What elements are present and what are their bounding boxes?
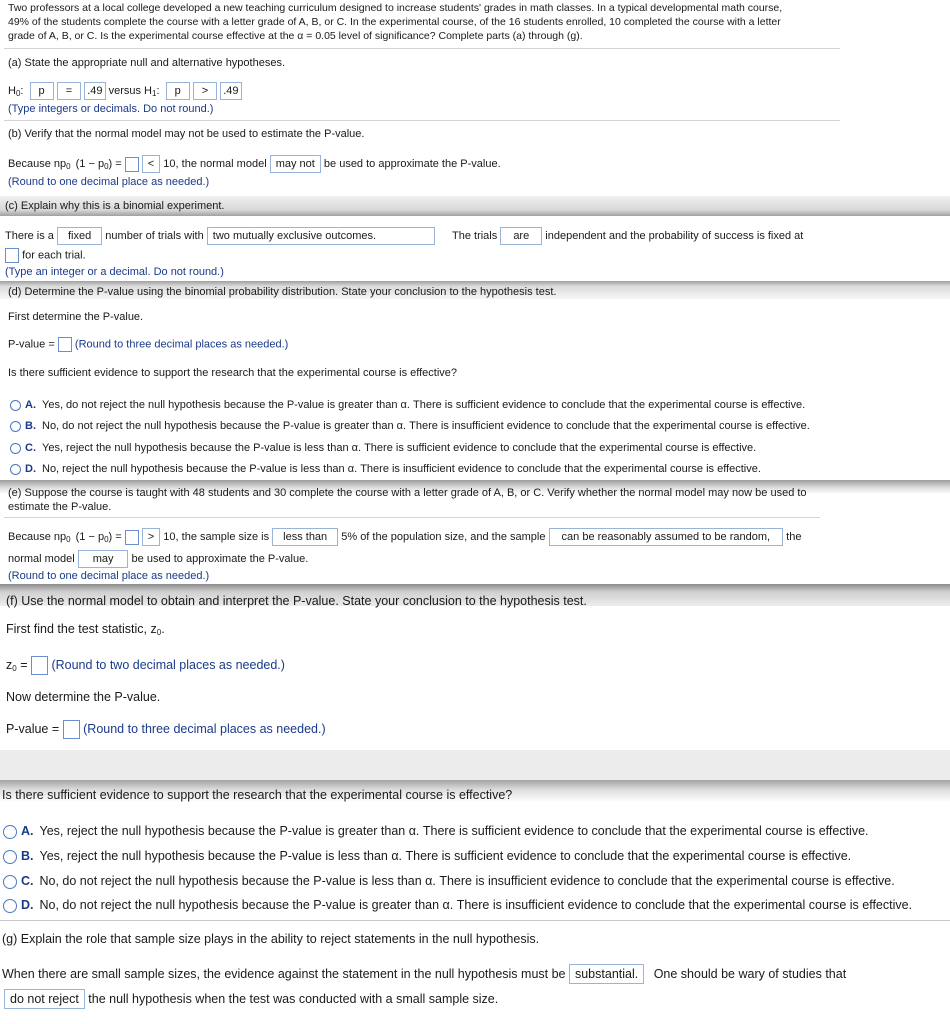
radio-button[interactable] — [3, 899, 17, 913]
option-text: Yes, reject the null hypothesis because the P-value is less than α. There is sufficient evidence to conclude that the experimental course is effective. — [39, 849, 852, 863]
part-d-pvalue-row — [8, 337, 288, 352]
option-text: Yes, reject the null hypothesis because the P-value is less than α. There is sufficient evidence to conclude that the experimental course is effective. — [42, 442, 757, 454]
part-c-row-1b — [452, 227, 803, 245]
z0-input[interactable] — [31, 656, 48, 675]
wary-dropdown[interactable]: do not reject — [4, 989, 85, 1009]
z-label: z — [6, 657, 13, 672]
h1-colon: : — [156, 85, 160, 97]
hypotheses-row — [8, 82, 242, 100]
part-e-text-5: be used to approximate the P-value. — [131, 553, 309, 565]
part-c-text-1: There is a — [5, 230, 54, 242]
part-d-option-c[interactable] — [10, 442, 756, 454]
p0-subscript-2: 0 — [104, 162, 109, 171]
option-text: Yes, do not reject the null hypothesis because the P-value is greater than α. There is sufficient evidence to conclude that the experimental course is effective. — [42, 399, 806, 411]
npq-input[interactable] — [125, 157, 139, 172]
h0-colon: : — [20, 85, 24, 97]
formula-tail: (1 − p — [75, 158, 105, 170]
part-c-text-5: for each trial. — [22, 249, 86, 262]
period: . — [161, 622, 165, 636]
h1-operator-dropdown[interactable]: > — [193, 82, 217, 100]
z0-subscript: 0 — [156, 628, 162, 637]
part-d-title: (d) Determine the P-value using the binomial probability distribution. State your conclusion to the hypothesis test. — [8, 286, 557, 298]
option-letter: B. — [25, 420, 36, 432]
h0-operator-dropdown[interactable]: = — [57, 82, 81, 100]
p0-subscript: 0 — [66, 162, 71, 171]
normal-model-dropdown[interactable]: may — [78, 550, 129, 568]
part-b-hint: (Round to one decimal place as needed.) — [8, 176, 210, 188]
option-letter: D. — [25, 463, 36, 475]
because-np-label: Because np — [8, 158, 67, 170]
formula-end: ) = — [108, 531, 122, 543]
because-np-label: Because np — [8, 531, 67, 543]
part-f-option-c[interactable] — [3, 874, 895, 889]
versus-label: versus H — [108, 85, 152, 97]
independence-dropdown[interactable]: are — [500, 227, 542, 245]
part-e-operator-dropdown[interactable]: > — [142, 528, 160, 546]
part-b-row — [8, 155, 501, 173]
pvalue-input[interactable] — [58, 337, 72, 352]
part-c-text-4: independent and the probability of success is fixed at — [545, 230, 804, 242]
part-e-text-3: the — [786, 531, 802, 543]
part-e-text-2: 5% of the population size, and the sample — [341, 531, 546, 543]
option-text: No, do not reject the null hypothesis because the P-value is less than α. There is insufficient evidence to conclude that the experimental course is effective. — [39, 874, 895, 888]
part-e-title-2: estimate the P-value. — [8, 501, 112, 513]
radio-button[interactable] — [3, 875, 17, 889]
formula-end: ) = — [108, 158, 122, 170]
part-b-text-2: be used to approximate the P-value. — [323, 158, 501, 170]
option-text: No, reject the null hypothesis because the P-value is less than α. There is insufficient evidence to conclude that the experimental course is effective. — [42, 463, 761, 475]
part-g-row-1 — [2, 964, 846, 984]
part-c-row-2 — [5, 248, 86, 263]
part-b-choice-dropdown[interactable]: may not — [270, 155, 321, 173]
part-g-text-2: One should be wary of studies that — [653, 967, 847, 981]
part-c-row-1 — [5, 227, 435, 245]
radio-button[interactable] — [10, 400, 21, 411]
random-sample-dropdown[interactable]: can be reasonably assumed to be random, — [549, 528, 784, 546]
option-letter: A. — [21, 824, 34, 838]
outcomes-dropdown[interactable]: two mutually exclusive outcomes. — [207, 227, 435, 245]
h1-value-input[interactable]: .49 — [220, 82, 241, 100]
part-d-option-a[interactable] — [10, 399, 805, 411]
h0-label: H — [8, 85, 16, 97]
radio-button[interactable] — [10, 464, 21, 475]
part-g-row-2 — [4, 989, 498, 1009]
z0-hint: (Round to two decimal places as needed.) — [51, 657, 285, 672]
part-f-first — [6, 622, 165, 637]
part-b-text-1: 10, the normal model — [163, 158, 267, 170]
radio-button[interactable] — [3, 850, 17, 864]
intro-line-3: grade of A, B, or C. Is the experimental course effective at the α = 0.05 level of significance? Complete parts (a) through (g). — [8, 30, 583, 42]
part-b-title: (b) Verify that the normal model may not be used to estimate the P-value. — [8, 128, 365, 140]
part-g-text-3: the null hypothesis when the test was conducted with a small sample size. — [88, 992, 499, 1006]
h1-subscript: 1 — [151, 89, 157, 98]
option-text: Yes, reject the null hypothesis because the P-value is greater than α. There is sufficient evidence to conclude that the experimental course is effective. — [39, 824, 869, 838]
evidence-dropdown[interactable]: substantial. — [569, 964, 644, 984]
option-text: No, do not reject the null hypothesis because the P-value is greater than α. There is insufficient evidence to conclude that the experimental course is effective. — [39, 898, 913, 912]
sample-size-dropdown[interactable]: less than — [272, 528, 338, 546]
option-letter: C. — [21, 874, 34, 888]
part-e-text-1: 10, the sample size is — [163, 531, 270, 543]
part-e-row-1 — [8, 528, 801, 546]
h0-value-input[interactable]: .49 — [84, 82, 105, 100]
part-d-option-d[interactable] — [10, 463, 761, 475]
part-f-option-a[interactable] — [3, 824, 869, 839]
p0-subscript-2: 0 — [104, 535, 109, 544]
radio-button[interactable] — [10, 421, 21, 432]
h0-subscript: 0 — [15, 89, 21, 98]
part-f-option-d[interactable] — [3, 898, 912, 913]
part-d-first: First determine the P-value. — [8, 311, 144, 323]
part-e-hint: (Round to one decimal place as needed.) — [8, 570, 210, 582]
option-letter: A. — [25, 399, 36, 411]
part-d-question: Is there sufficient evidence to support the research that the experimental course is effective? — [8, 367, 458, 379]
h1-parameter-dropdown[interactable]: p — [166, 82, 190, 100]
option-letter: C. — [25, 442, 36, 454]
option-letter: D. — [21, 898, 34, 912]
part-b-operator-dropdown[interactable]: < — [142, 155, 160, 173]
fixed-dropdown[interactable]: fixed — [57, 227, 102, 245]
intro-line-1: Two professors at a local college developed a new teaching curriculum designed to increase students' grades in math classes. In a typical developmental math course, — [8, 2, 783, 14]
radio-button[interactable] — [10, 443, 21, 454]
part-c-title: (c) Explain why this is a binomial experiment. — [5, 200, 225, 212]
part-f-now: Now determine the P-value. — [6, 690, 161, 704]
pvalue-hint: (Round to three decimal places as needed.) — [74, 338, 289, 351]
part-f-option-b[interactable] — [3, 849, 851, 864]
pvalue-hint: (Round to three decimal places as needed.) — [83, 721, 326, 736]
part-g-title: (g) Explain the role that sample size plays in the ability to reject statements in the null hypothesis. — [2, 932, 540, 946]
part-c-text-3: The trials — [452, 230, 498, 242]
part-e-row-2 — [8, 550, 308, 568]
option-text: No, do not reject the null hypothesis because the P-value is greater than α. There is insufficient evidence to conclude that the experimental course is effective. — [42, 420, 810, 432]
part-a-hint: (Type integers or decimals. Do not round.) — [8, 103, 214, 115]
pvalue-label: P-value = — [8, 338, 55, 351]
part-d-option-b[interactable] — [10, 420, 810, 432]
part-e-text-4: normal model — [8, 553, 75, 565]
p0-subscript: 0 — [66, 535, 71, 544]
z0-row — [6, 656, 285, 675]
z-equals: = — [20, 657, 28, 672]
pvalue-label: P-value = — [6, 721, 60, 736]
radio-button[interactable] — [3, 825, 17, 839]
part-c-hint: (Type an integer or a decimal. Do not round.) — [5, 266, 224, 278]
first-find-text: First find the test statistic, z — [6, 622, 157, 636]
part-f-pvalue-row — [6, 720, 326, 739]
part-f-title: (f) Use the normal model to obtain and interpret the P-value. State your conclusion to the hypothesis test. — [6, 594, 587, 608]
h0-parameter-dropdown[interactable]: p — [30, 82, 54, 100]
npq-input[interactable] — [125, 530, 139, 545]
part-a-title: (a) State the appropriate null and alternative hypotheses. — [8, 57, 286, 69]
part-e-title-1: (e) Suppose the course is taught with 48 students and 30 complete the course with a letter grade of A, B, or C. Verify whether the normal model may now be used to — [8, 487, 807, 499]
z-subscript: 0 — [12, 663, 17, 673]
part-c-text-2: number of trials with — [105, 230, 204, 242]
part-g-text-1: When there are small sample sizes, the evidence against the statement in the null hypothesis must be — [2, 967, 566, 981]
formula-tail: (1 − p — [75, 531, 105, 543]
intro-line-2: 49% of the students complete the course with a letter grade of A, B, or C. In the experimental course, of the 16 students enrolled, 10 completed the course with a letter — [8, 16, 781, 28]
option-letter: B. — [21, 849, 34, 863]
pvalue-input[interactable] — [63, 720, 80, 739]
part-f-question: Is there sufficient evidence to support the research that the experimental course is effective? — [2, 788, 513, 802]
probability-input[interactable] — [5, 248, 19, 263]
